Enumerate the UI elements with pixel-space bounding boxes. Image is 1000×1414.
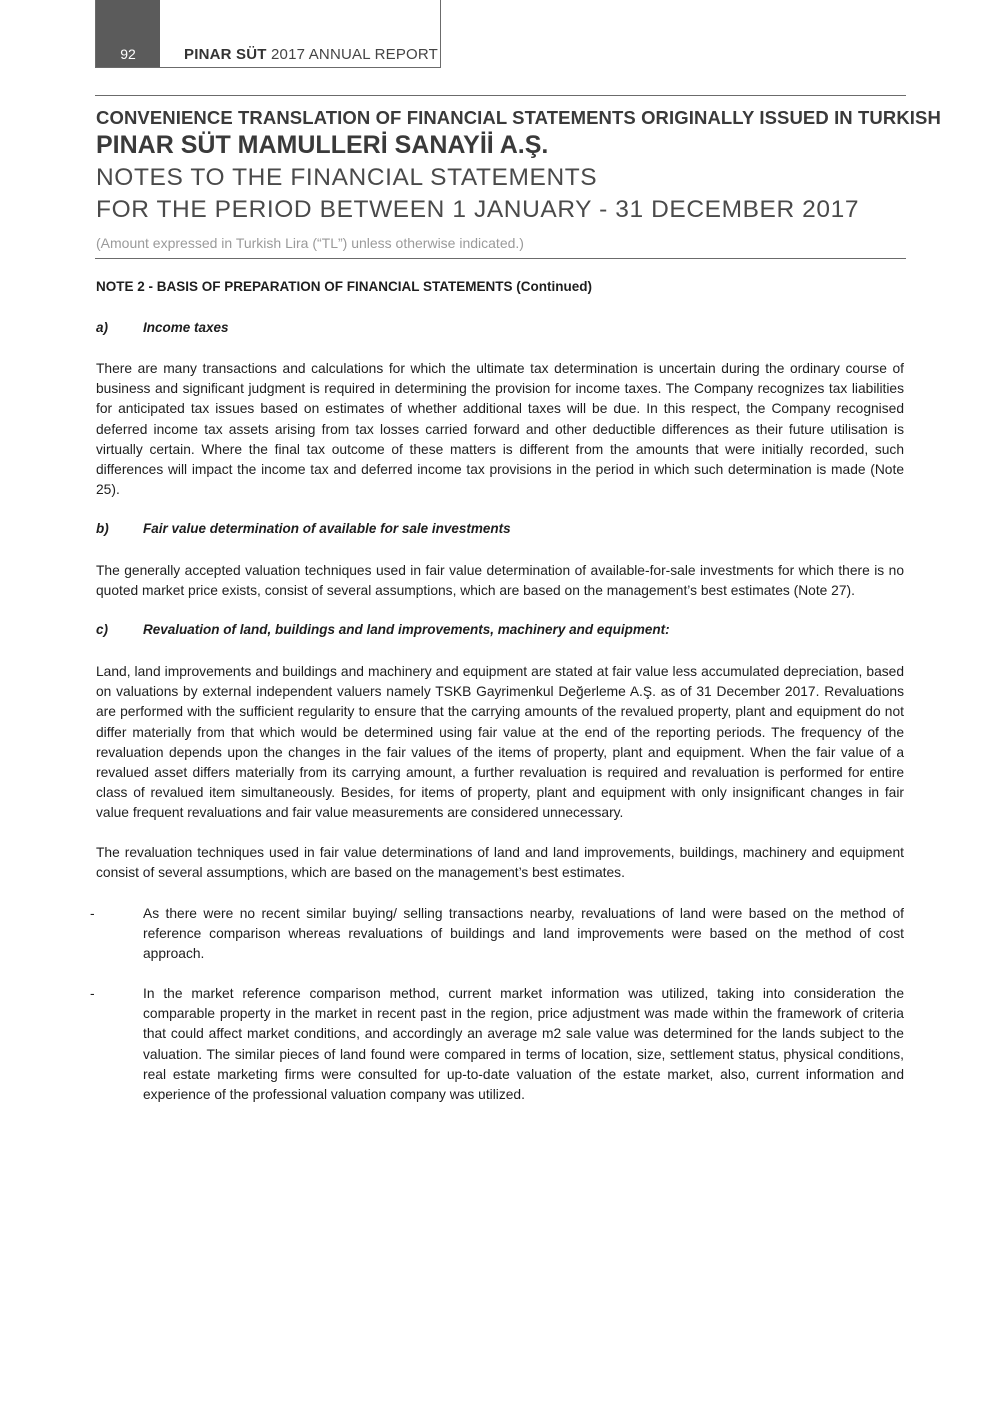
report-title [184,46,438,63]
section-title: Revaluation of land, buildings and land improvements, machinery and equipment: [143,622,670,637]
paragraph-income-taxes: There are many transactions and calculations for which the ultimate tax determination is uncertain during the ordinary course of business and significant judgment is required in determining the provision for income taxes. The Company recognizes tax liabilities for anticipated tax issues based on estimates of whether additional taxes will be due. In this respect, the Company recognised deferred income tax assets arising from tax losses carried forward and other deductible differences as their future utilisation is virtually certain. Where the final tax outcome of these matters is different from the amounts that were initially recorded, such differences will impact the income tax and deferred income tax provisions in the period in which such determination is made (Note 25). [96,361,904,498]
report-brand: PINAR SÜT [184,46,267,63]
company-name: PINAR SÜT MAMULLERİ SANAYİİ A.Ş. [96,131,549,159]
paragraph-fair-value: The generally accepted valuation techniques used in fair value determination of available-for-sale investments for which there is no quoted market price exists, consist of several assumptions, which are based on the management’s best estimates (Note 27). [96,563,904,599]
section-letter: c) [96,622,109,637]
page-number: 92 [96,0,160,67]
paragraph-revaluation: Land, land improvements and buildings and machinery and equipment are stated at fair value less accumulated depreciation, based on valuations by external independent valuers namely TSKB Gayrimenkul Değerleme A.Ş. as of 31 December 2017. Revaluations are performed with the sufficient regularity to ensure that the carrying amounts of the revalued property, plant and equipment do not differ materially from that which would be determined using fair value at the end of the reporting periods. The frequency of the revaluation depends upon the changes in the fair values of the items of property, plant and equipment. When the fair value of a revalued asset differs materially from its carrying amount, a further revaluation is required and revaluation is performed for entire class of revalued item simultaneously. Besides, for items of property, plant and equipment with only insignificant changes in fair value frequent revaluations and fair value measurements are considered unnecessary. [96,664,904,821]
bullet-dash: - [90,906,95,921]
page-header-tab [95,0,441,68]
bullet-dash: - [90,986,95,1001]
header-rule-top [95,95,906,96]
bullet-text: In the market reference comparison method, current market information was utilized, taking into consideration the comparable property in the market in recent past in the region, price adjustment was made within the framework of criteria that could affect market conditions, and accordingly an average m2 sale value was determined for the lands subject to the valuation. The similar pieces of land found were compared in terms of location, size, settlement status, physical conditions, real estate marketing firms were consulted for up-to-date valuation of the estate market, also, current information and experience of the professional valuation company was utilized. [143,986,904,1103]
section-title: Fair value determination of available for sale investments [143,521,511,536]
amount-note: (Amount expressed in Turkish Lira (“TL”) unless otherwise indicated.) [96,235,524,251]
section-letter: a) [96,320,109,335]
bullet-text: As there were no recent similar buying/ selling transactions nearby, revaluations of land were based on the method of reference comparison whereas revaluations of buildings and land improvements were based on the method of cost approach. [143,906,904,962]
period-heading: FOR THE PERIOD BETWEEN 1 JANUARY - 31 DECEMBER 2017 [96,196,860,223]
report-title-text: 2017 ANNUAL REPORT [271,46,439,63]
header-rule-bottom [95,258,906,259]
notes-heading: NOTES TO THE FINANCIAL STATEMENTS [96,164,598,191]
convenience-heading: CONVENIENCE TRANSLATION OF FINANCIAL STATEMENTS ORIGINALLY ISSUED IN TURKISH [96,107,941,128]
note-title: NOTE 2 - BASIS OF PREPARATION OF FINANCIAL STATEMENTS (Continued) [96,279,592,294]
paragraph-revaluation-techniques: The revaluation techniques used in fair value determinations of land and land improvements, buildings, machinery and equipment consist of several assumptions, which are based on the management’s best estimates. [96,845,904,881]
section-letter: b) [96,521,109,536]
section-title: Income taxes [143,320,229,335]
